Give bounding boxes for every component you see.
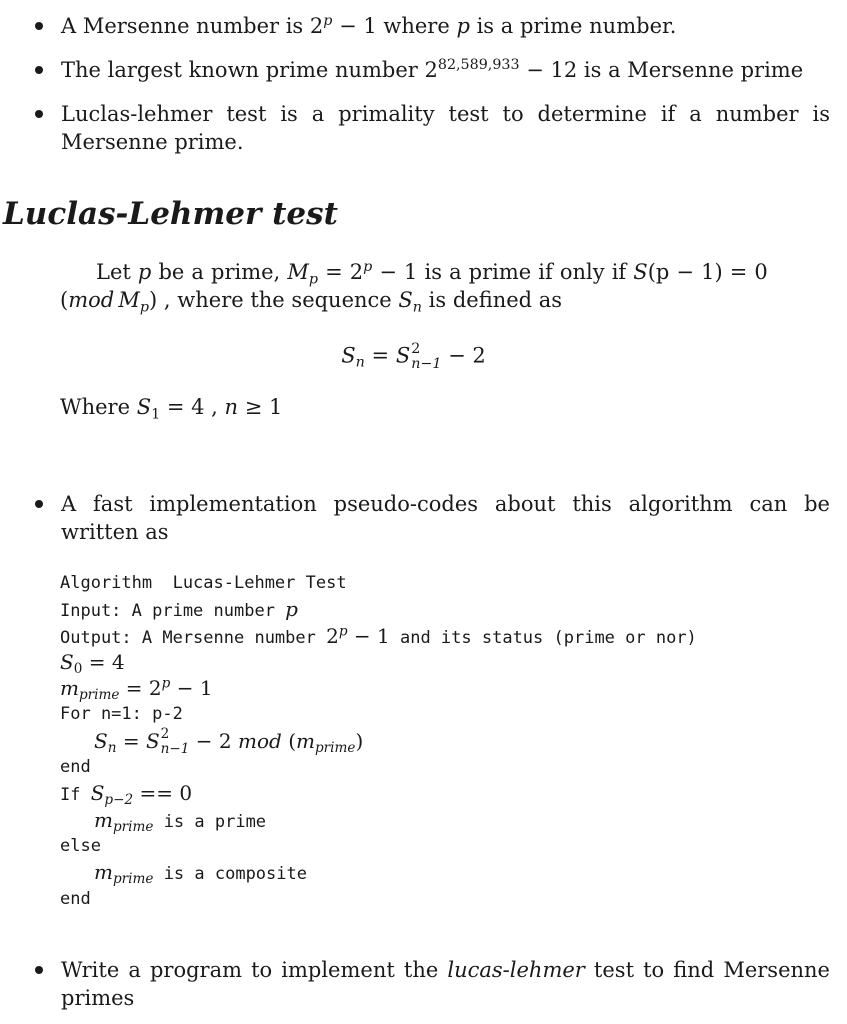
- text: test to find Mersenne primes: [61, 958, 830, 1010]
- text: be a prime,: [151, 260, 288, 284]
- code-line: Algorithm Lucas-Lehmer Test: [60, 573, 347, 593]
- text: − 12 is a Mersenne prime: [519, 58, 804, 82]
- code-line: [60, 807, 697, 833]
- var: S: [395, 343, 411, 368]
- math: [90, 781, 193, 809]
- var: m: [296, 728, 315, 753]
- text: = 0 (: [60, 260, 772, 312]
- code-line: [60, 726, 697, 757]
- text: mod: [238, 728, 282, 753]
- var: S: [90, 781, 105, 806]
- text: Output: A Mersenne number: [60, 627, 327, 648]
- text: − 1: [347, 623, 390, 648]
- bullet-mersenne-definition: [35, 12, 830, 40]
- bullet-write-program: [35, 956, 830, 1012]
- text: Input: A prime number: [60, 601, 286, 622]
- var: S: [633, 260, 648, 284]
- subscript: 1: [151, 406, 161, 423]
- text: − 2: [189, 728, 232, 753]
- text: − 1 where: [332, 14, 457, 38]
- text: If: [60, 785, 91, 806]
- subscript: n: [107, 739, 117, 756]
- subscript: n−1: [160, 740, 190, 757]
- text: − 2: [441, 343, 486, 368]
- bullet-largest-prime: [35, 56, 830, 84]
- exponent: p: [338, 623, 348, 640]
- text: The largest known prime number 2: [61, 58, 438, 82]
- text: (p − 1): [647, 260, 723, 284]
- text: − 1: [170, 676, 213, 701]
- subscript: prime: [112, 871, 154, 888]
- math: [94, 807, 154, 835]
- var: S: [341, 343, 356, 368]
- bullet-dot: [35, 22, 43, 30]
- section-title: Luclas-Lehmer test: [3, 196, 338, 232]
- var: m: [60, 676, 79, 701]
- exponent: p: [363, 259, 373, 276]
- code-line: [60, 675, 697, 704]
- sup-sub: [411, 342, 441, 372]
- text: 2: [326, 623, 339, 648]
- text: = 4 ,: [160, 395, 225, 419]
- bullet-dot: [35, 110, 43, 118]
- var: M: [287, 260, 309, 284]
- code-line: [60, 623, 697, 649]
- code-line: [60, 859, 697, 888]
- pseudo-code-block: [60, 570, 697, 912]
- var: m: [94, 860, 113, 885]
- subscript: 0: [73, 660, 83, 677]
- sup-sub: [161, 728, 190, 756]
- code-line: For n=1: p-2: [60, 704, 183, 725]
- text: (: [288, 728, 296, 753]
- superscript: 2: [411, 341, 421, 357]
- text: = 2: [317, 260, 364, 284]
- subscript: prime: [314, 739, 356, 756]
- exponent: p: [323, 13, 333, 30]
- var: n: [224, 395, 239, 419]
- subscript: prime: [112, 818, 154, 835]
- var: p: [456, 14, 470, 38]
- math: [94, 726, 364, 757]
- text: is defined as: [422, 288, 563, 312]
- subscript: prime: [78, 687, 120, 704]
- var: p: [137, 260, 152, 284]
- var: S: [60, 649, 74, 674]
- text: − 1 is a prime if only if: [372, 260, 634, 284]
- initial-condition: [60, 395, 283, 423]
- code-line: end: [60, 888, 91, 909]
- var: S: [145, 728, 160, 753]
- bullet-fast-implementation: [35, 490, 830, 546]
- superscript: 2: [160, 726, 170, 743]
- text: ≥ 1: [238, 395, 283, 419]
- emphasis: lucas-lehmer: [447, 958, 585, 982]
- code-line: end: [60, 757, 91, 778]
- subscript: p−2: [104, 792, 134, 809]
- bullet-lucas-lehmer-intro: [35, 100, 830, 156]
- text: Where: [60, 395, 137, 419]
- var: S: [398, 288, 413, 312]
- code-line: else: [60, 835, 101, 856]
- var: p: [285, 597, 298, 622]
- text: A fast implementation pseudo-codes about this algorithm can be written as: [61, 492, 830, 544]
- text: Let: [96, 260, 138, 284]
- text: is a prime number.: [469, 14, 677, 38]
- subscript: p: [139, 299, 150, 316]
- text: ): [355, 728, 364, 753]
- math: [326, 624, 390, 648]
- text: and its status (prime or nor): [389, 627, 697, 648]
- subscript: p: [308, 271, 318, 288]
- exponent: p: [161, 675, 171, 692]
- bullet-dot: [35, 966, 43, 974]
- text: Write a program to implement the: [61, 958, 448, 982]
- text: = 4: [82, 649, 125, 674]
- text: , where the sequence: [157, 288, 399, 312]
- subscript: n−1: [411, 356, 442, 373]
- code-line: [60, 596, 697, 622]
- var: m: [94, 807, 113, 832]
- text: ): [149, 288, 158, 312]
- recurrence-equation: [0, 342, 847, 372]
- bullet-dot: [35, 500, 43, 508]
- text: =: [116, 728, 146, 753]
- text: = 2: [119, 676, 162, 701]
- math: [60, 675, 213, 704]
- text: is a prime: [153, 811, 267, 832]
- text: mod M: [68, 288, 140, 312]
- subscript: n: [355, 354, 365, 371]
- text: A Mersenne number is 2: [61, 14, 324, 38]
- exponent: 82,589,933: [437, 57, 520, 74]
- text: == 0: [133, 781, 193, 806]
- math: [94, 860, 154, 888]
- bullet-dot: [35, 66, 43, 74]
- subscript: n: [412, 299, 422, 316]
- text: =: [364, 343, 396, 368]
- definition-paragraph: [60, 258, 772, 314]
- code-line: [60, 649, 697, 675]
- code-line: [60, 780, 697, 809]
- math: [60, 649, 125, 677]
- text: Luclas-lehmer test is a primality test to determine if a number is Mersenne prime.: [61, 102, 830, 154]
- var: S: [136, 395, 152, 419]
- text: is a composite: [153, 864, 307, 885]
- var: S: [94, 728, 108, 753]
